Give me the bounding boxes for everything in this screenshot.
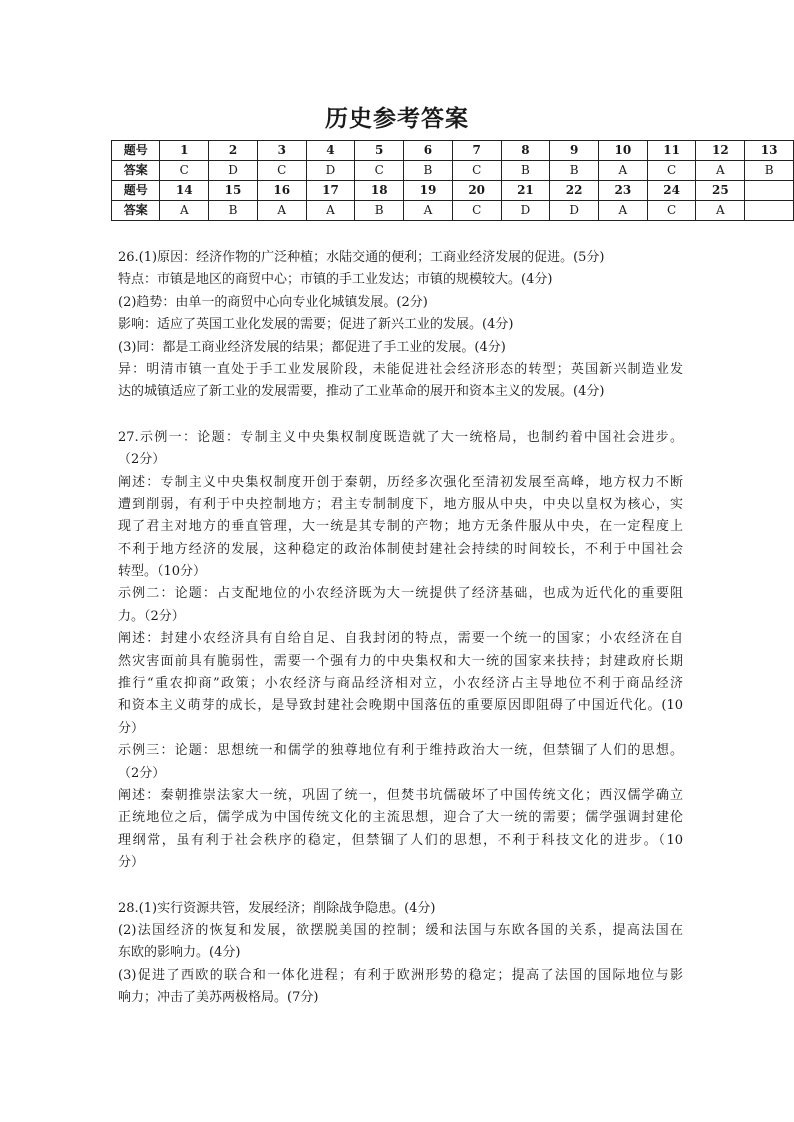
answer-cell: B [404,161,453,181]
answer-cell: C [647,161,696,181]
question-number-cell: 20 [452,181,501,201]
text-line: 达的城镇适应了新工业的发展需要，推动了工业革命的展开和资本主义的发展。(4分) [118,384,605,400]
text-line: (2)法国经济的恢复和发展，欲摆脱美国的控制；缓和法国与东欧各国的关系，提高法国在 [118,922,683,938]
row-header: 题号 [112,181,160,201]
answer-cell: A [257,201,306,221]
text-line: 现了君主对地方的垂直管理，大一统是其专制的产物；地方无条件服从中央，在一定程度上 [118,519,683,535]
answer-cell: D [550,201,599,221]
text-line: 阐述：封建小农经济具有自给自足、自我封闭的特点，需要一个统一的国家；小农经济在自 [118,631,683,647]
answer-cell: B [745,161,794,181]
answer-row [112,161,794,181]
answer-cell: C [452,161,501,181]
text-line: 分） [118,855,145,871]
question-number-cell: 15 [209,181,258,201]
question-number-cell: 18 [355,181,404,201]
page-title: 历史参考答案 [325,106,469,132]
row-header: 题号 [112,141,160,161]
answer-cell: D [501,201,550,221]
text-line: 转型。（10分） [118,564,207,580]
text-line: 28.(1)实行资源共管，发展经济；削除战争隐患。(4分) [118,900,436,916]
question-number-cell: 3 [257,141,306,161]
text-line: 特点：市镇是地区的商贸中心；市镇的手工业发达；市镇的规模较大。(4分) [118,272,553,288]
text-line: 阐述：专制主义中央集权制度开创于秦朝，历经多次强化至清初发展至高峰，地方权力不断 [118,474,683,490]
text-line: （2分） [118,452,166,468]
text-line: (2)趋势：由单一的商贸中心向专业化城镇发展。(2分) [118,294,428,310]
question-number-cell: 8 [501,141,550,161]
row-header: 答案 [112,201,160,221]
text-line: 阐述：秦朝推崇法家大一统，巩固了统一，但焚书坑儒破坏了中国传统文化；西汉儒学确立 [118,787,683,803]
question-number-row [112,181,794,201]
question-number-cell: 17 [306,181,355,201]
answer-cell: A [306,201,355,221]
question-number-cell: 2 [209,141,258,161]
question-number-cell: 21 [501,181,550,201]
answer-cell: C [355,161,404,181]
answer-cell: C [452,201,501,221]
answer-cell: A [160,201,209,221]
answer-cell: A [599,201,648,221]
answer-cell: B [501,161,550,181]
text-line: 理纲常，虽有利于社会秩序的稳定，但禁锢了人们的思想，不利于科技文化的进步。（10 [118,832,683,848]
text-line: 分） [118,720,145,736]
question-number-cell: 4 [306,141,355,161]
text-line: 正统地位之后，儒学成为中国传统文化的主流思想，迎合了大一统的需要；儒学强调封建伦 [118,810,683,826]
row-header: 答案 [112,161,160,181]
answer-cell: B [209,201,258,221]
text-line: 异：明清市镇一直处于手工业发展阶段，未能促进社会经济形态的转型；英国新兴制造业发 [118,361,683,377]
answer-cell: B [355,201,404,221]
answer-cell: D [306,161,355,181]
question-number-cell: 24 [647,181,696,201]
question-number-cell: 22 [550,181,599,201]
question-number-cell: 14 [160,181,209,201]
answer-cell: A [404,201,453,221]
answer-cell: C [160,161,209,181]
text-line: 27.示例一：论题：专制主义中央集权制度既造就了大一统格局，也制约着中国社会进步。 [118,429,683,445]
question-number-cell: 23 [599,181,648,201]
section-gap [118,404,683,427]
text-line: 26.(1)原因：经济作物的广泛种植；水陆交通的便利；工商业经济发展的促进。(5分) [118,250,605,265]
section-gap [118,875,683,898]
text-line: (3)同：都是工商业经济发展的结果；都促进了手工业的发展。(4分) [118,339,506,355]
answer-cell: C [647,201,696,221]
question-number-cell: 9 [550,141,599,161]
answer-text [118,247,683,1010]
text-line: 示例三：论题：思想统一和儒学的独尊地位有利于维持政治大一统，但禁锢了人们的思想。 [118,743,683,759]
question-number-cell [745,181,794,201]
text-line: 东欧的影响力。(4分) [118,945,241,961]
text-line: 遭到削弱，有利于中央控制地方；君主专制制度下，地方服从中央，中央以皇权为核心，实 [118,496,683,512]
text-line: 力。（2分） [118,608,185,624]
answer-cell: C [257,161,306,181]
answer-cell: A [696,201,745,221]
text-line: 示例二：论题：占支配地位的小农经济既为大一统提供了经济基础，也成为近代化的重要阻 [118,586,683,602]
question-number-cell: 1 [160,141,209,161]
question-number-cell: 11 [647,141,696,161]
answer-cell: A [696,161,745,181]
question-number-cell: 7 [452,141,501,161]
text-line: （2分） [118,765,166,781]
question-number-cell: 25 [696,181,745,201]
answer-cell: D [209,161,258,181]
text-line: 响力；冲击了美苏两极格局。(7分) [118,990,319,1006]
answer-table [111,140,794,221]
question-number-cell: 10 [599,141,648,161]
question-number-row [112,141,794,161]
question-number-cell: 13 [745,141,794,161]
answer-row [112,201,794,221]
question-number-cell: 16 [257,181,306,201]
text-line: 然灾害面前具有脆弱性，需要一个强有力的中央集权和大一统的国家来扶持；封建政府长期 [118,653,683,669]
text-line: (3)促进了西欧的联合和一体化进程；有利于欧洲形势的稳定；提高了法国的国际地位与影 [118,967,683,983]
text-line: 和资本主义萌芽的成长，是导致封建社会晚期中国落伍的重要原因即阻碍了中国近代化。(10 [118,698,683,714]
text-line: 影响：适应了英国工业化发展的需要；促进了新兴工业的发展。(4分) [118,317,514,333]
question-number-cell: 6 [404,141,453,161]
question-number-cell: 5 [355,141,404,161]
text-line: 不利于地方经济的发展，这种稳定的政治体制使封建社会持续的时间较长，不利于中国社会 [118,541,683,557]
answer-cell: A [599,161,648,181]
question-number-cell: 19 [404,181,453,201]
answer-cell: B [550,161,599,181]
text-line: 推行“重农抑商”政策；小农经济与商品经济相对立，小农经济占主导地位不利于商品经济 [118,676,683,692]
answer-cell [745,201,794,221]
question-number-cell: 12 [696,141,745,161]
